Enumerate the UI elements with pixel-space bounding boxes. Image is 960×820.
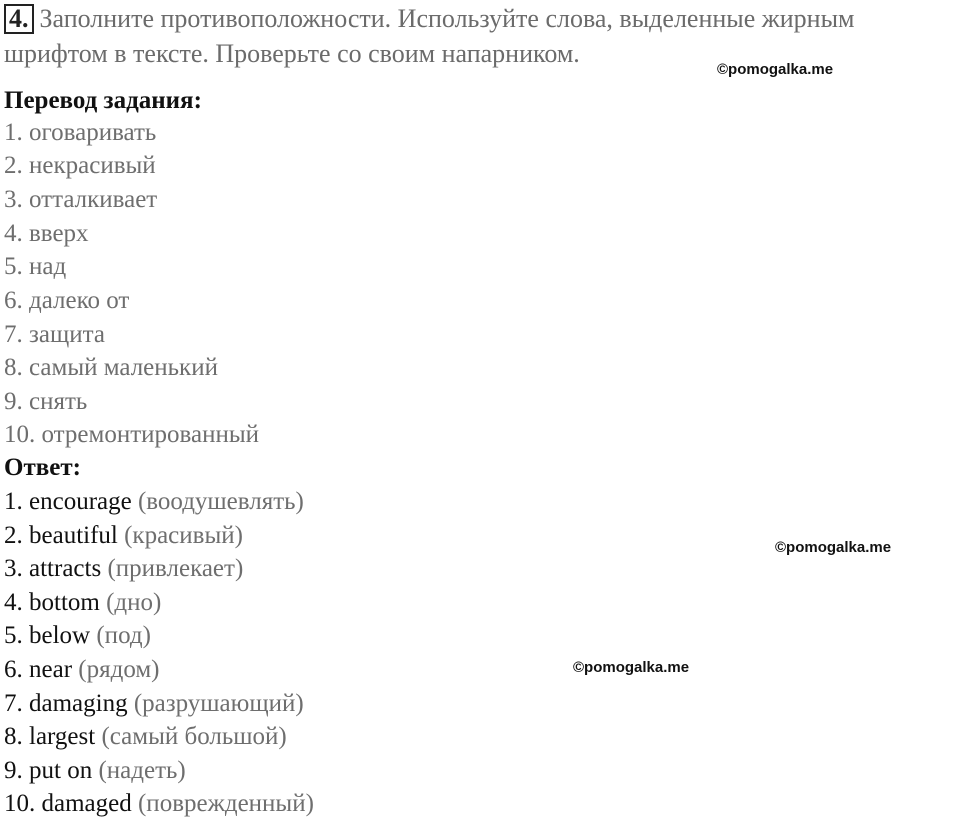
answer-word: largest: [29, 723, 96, 750]
answer-item: [4, 521, 243, 551]
answer-translation: (поврежденный): [137, 790, 314, 817]
answer-number: 8.: [4, 723, 23, 750]
task-text-line-2: шрифтом в тексте. Проверьте со своим напарником.: [4, 39, 580, 68]
translation-item: 7. защита: [4, 321, 105, 348]
answer-item: [4, 655, 160, 685]
answer-translation: (надеть): [98, 757, 186, 784]
answer-item: [4, 689, 304, 719]
answer-translation: (красивый): [124, 522, 243, 549]
watermark: ©pomogalka.me: [775, 539, 892, 556]
answer-number: 10.: [4, 790, 36, 817]
translation-item: 9. снять: [4, 388, 88, 415]
translation-item: 3. отталкивает: [4, 186, 158, 213]
answer-item: [4, 789, 314, 819]
answer-item: [4, 621, 151, 651]
answer-word: bottom: [29, 589, 100, 616]
answer-word: attracts: [29, 555, 102, 582]
answer-number: 5.: [4, 622, 23, 649]
answer-word: encourage: [29, 488, 132, 515]
translation-item: 10. отремонтированный: [4, 421, 260, 448]
answer-item: [4, 722, 287, 752]
answer-word: near: [29, 656, 73, 683]
translation-item: 5. над: [4, 253, 67, 280]
answer-word: put on: [29, 757, 93, 784]
answer-number: 2.: [4, 522, 23, 549]
answer-number: 1.: [4, 488, 23, 515]
task-instruction-line-1: [4, 3, 855, 35]
watermark: ©pomogalka.me: [573, 659, 690, 676]
task-number: 4.: [4, 4, 34, 34]
answer-translation: (воодушевлять): [137, 488, 304, 515]
answer-translation: (дно): [106, 589, 162, 616]
answer-number: 7.: [4, 690, 23, 717]
answer-item: [4, 588, 161, 618]
answer-number: 9.: [4, 757, 23, 784]
answer-word: damaging: [29, 690, 128, 717]
answer-word: damaged: [41, 790, 132, 817]
answer-item: [4, 487, 304, 517]
task-instruction-line-2: [4, 38, 580, 70]
task-text-line-1: Заполните противоположности. Используйте слова, выделенные жирным: [39, 4, 855, 33]
answer-number: 3.: [4, 555, 23, 582]
answer-heading: Ответ:: [4, 454, 81, 481]
translation-item: 4. вверх: [4, 220, 89, 247]
answer-number: 4.: [4, 589, 23, 616]
answer-word: below: [29, 622, 91, 649]
answer-item: [4, 756, 186, 786]
translation-heading: Перевод задания:: [4, 87, 202, 114]
answer-number: 6.: [4, 656, 23, 683]
answer-translation: (рядом): [78, 656, 160, 683]
watermark: ©pomogalka.me: [717, 61, 834, 78]
answer-item: [4, 554, 243, 584]
translation-item: 6. далеко от: [4, 287, 130, 314]
translation-item: 1. оговаривать: [4, 119, 157, 146]
translation-item: 8. самый маленький: [4, 354, 218, 381]
translation-item: 2. некрасивый: [4, 152, 156, 179]
answer-translation: (разрушающий): [133, 690, 304, 717]
answer-translation: (привлекает): [107, 555, 244, 582]
answer-word: beautiful: [29, 522, 118, 549]
answer-translation: (под): [96, 622, 151, 649]
answer-translation: (самый большой): [101, 723, 287, 750]
